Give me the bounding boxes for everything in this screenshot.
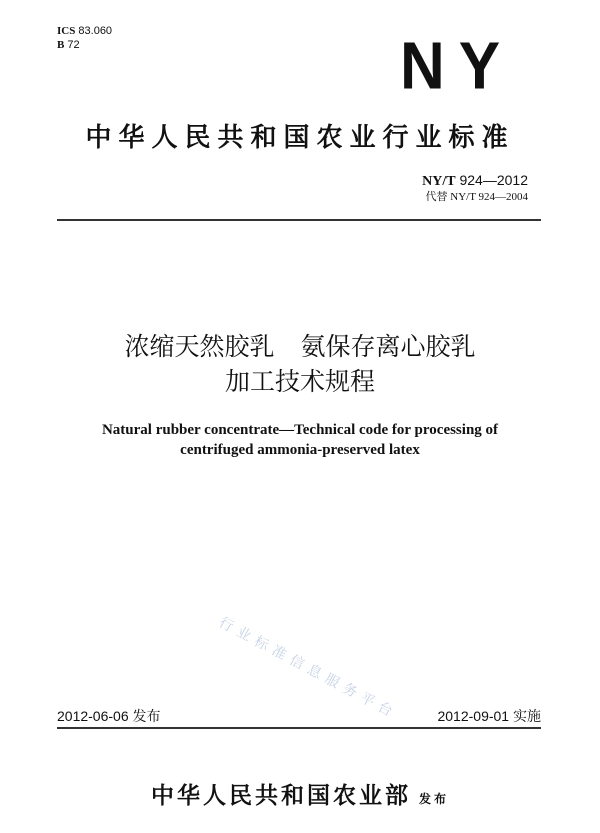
- replaces-standard: 代替 NY/T 924—2004: [425, 190, 528, 203]
- issuing-authority: 中华人民共和国农业部 发布: [150, 783, 449, 809]
- issue-date: 2012-06-06 发布: [57, 708, 161, 725]
- ccs-code: B 72: [57, 39, 80, 51]
- classification-codes: [57, 24, 112, 52]
- title-english-line1: Natural rubber concentrate—Technical code for processing of: [101, 422, 499, 438]
- standard-number: NY/T 924—2012: [422, 172, 528, 189]
- title-chinese-line1: 浓缩天然胶乳 氨保存离心胶乳: [124, 332, 476, 361]
- effective-date: 2012-09-01 实施: [437, 708, 541, 725]
- ny-logo: NY: [400, 29, 515, 104]
- watermark: 行业标准信息服务平台: [216, 614, 401, 723]
- top-divider: [57, 219, 541, 221]
- bottom-divider: [57, 727, 541, 729]
- title-chinese-line2: 加工技术规程: [224, 367, 375, 396]
- ics-code: ICS 83.060: [57, 25, 113, 37]
- standard-category-title: 中华人民共和国农业行业标准: [85, 123, 515, 153]
- title-english-line2: centrifuged ammonia-preserved latex: [180, 442, 420, 458]
